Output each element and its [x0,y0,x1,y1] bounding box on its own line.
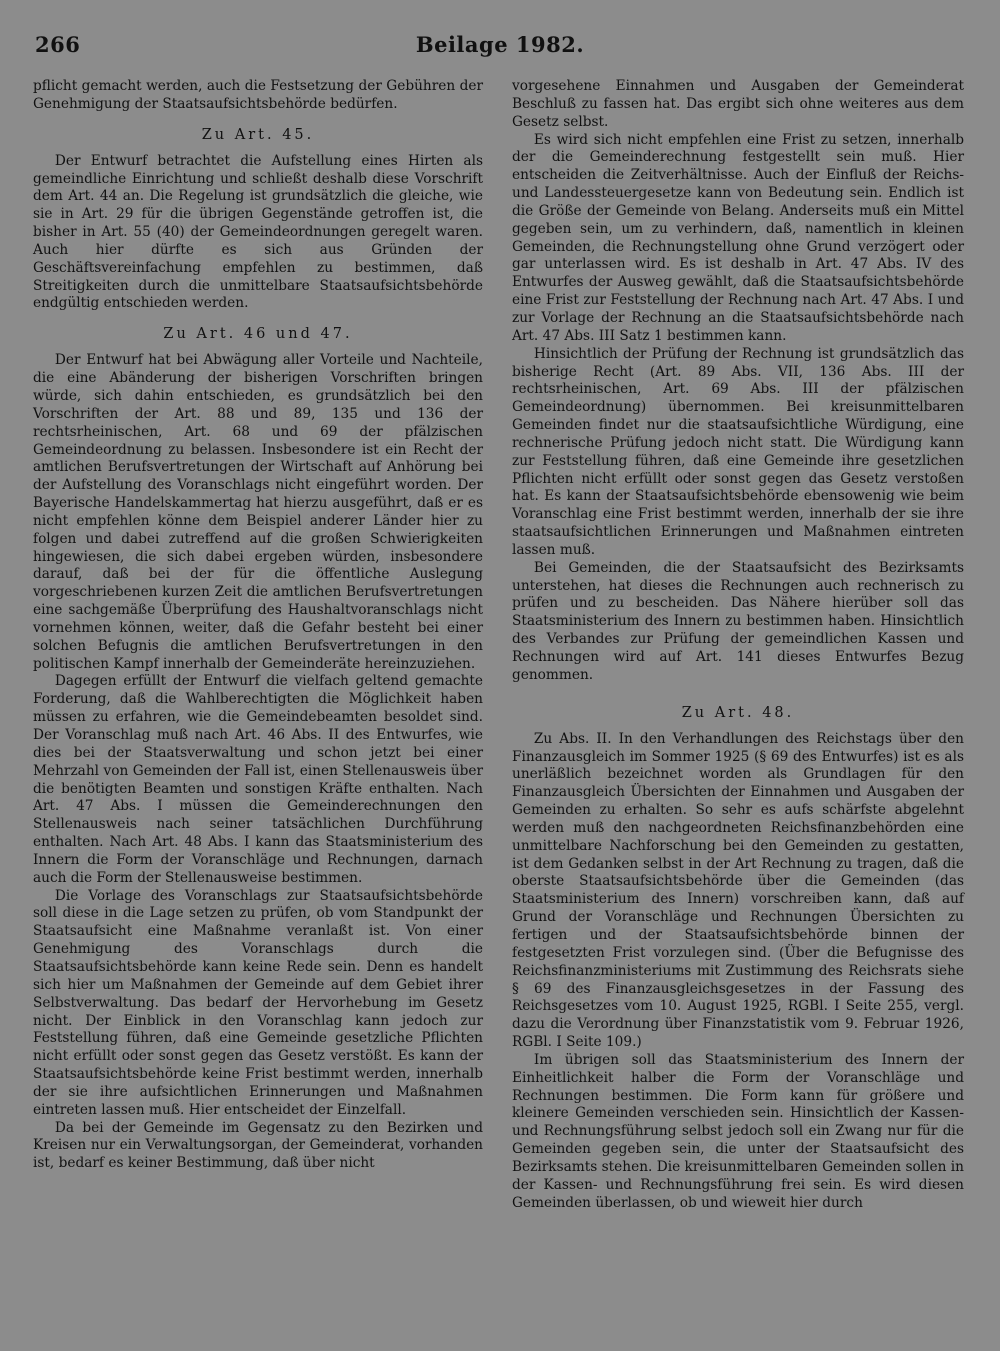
paragraph: Hinsichtlich der Prüfung der Rechnung ist grundsätzlich das bisherige Recht (Art. 89 Abs. VII, 136 Abs. III der rechtsrheinischen, Art. 69 Abs. III der pfälzischen Gemeindeordnung) übernommen. Bei kreisunmittelbaren Gemeinden findet nur die staatsaufsichtliche Würdigung, eine rechnerische Prüfung jedoch nicht statt. Die Würdigung kann zur Feststellung führen, daß eine Gemeinde ihre gesetzlichen Pflichten nicht erfüllt oder sonst gegen das Gesetz verstoßen hat. Es kann der Staatsaufsichtsbehörde ebensowenig wie beim Voranschlag eine Frist bestimmt werden, innerhalb der sie ihre staatsaufsichtlichen Erinnerungen und Maßnahmen eintreten lassen muß. [512,345,964,558]
left-column [33,78,483,1173]
right-column [512,78,964,1212]
paragraph: Der Entwurf betrachtet die Aufstellung eines Hirten als gemeindliche Einrichtung und schließt deshalb diese Vorschrift dem Art. 44 an. Die Regelung ist grundsätzlich die gleiche, wie sie in Art. 29 für die übrigen Gegenstände getroffen ist, die bisher in Art. 55 (40) der Gemeindeordnungen geregelt waren. Auch hier dürfte es sich aus Gründen der Geschäftsvereinfachung empfehlen zu bestimmen, daß Streitigkeiten durch die unmittelbare Staatsaufsichtsbehörde endgültig entschieden werden. [33,152,483,312]
paragraph: pflicht gemacht werden, auch die Festsetzung der Gebühren der Genehmigung der Staatsaufsichtsbehörde bedürfen. [33,78,483,112]
paragraph: Zu Abs. II. In den Verhandlungen des Reichstags über den Finanzausgleich im Sommer 1925 (§ 69 des Entwurfes) ist es als unerläßlich bezeichnet worden als Grundlagen für den Finanzausgleich Übersichten der Einnahmen und Ausgaben der Gemeinden zu erhalten. So sehr es aufs schärfste abgelehnt werden muß den nachgeordneten Reichsfinanzbehörden eine unmittelbare Nachforschung bei den Gemeinden zu gestatten, ist dem Gedanken selbst in der Art Rechnung zu tragen, daß die oberste Staatsaufsichtsbehörde über die Gemeinden (das Staatsministerium des Innern) vorschreiben kann, daß auf Grund der Voranschläge und Rechnungen Übersichten zu fertigen und der Staatsaufsichtsbehörde binnen der festgesetzten Frist vorzulegen sind. (Über die Befugnisse des Reichsfinanzministeriums mit Zustimmung des Reichsrats siehe § 69 des Finanzausgleichsgesetzes in der Fassung des Reichsgesetzes vom 10. August 1925, RGBl. I Seite 255, vergl. dazu die Verordnung über Finanzstatistik vom 9. Februar 1926, RGBl. I Seite 109.) [512,730,964,1051]
section-heading: Zu Art. 46 und 47. [163,326,353,343]
paragraph: Der Entwurf hat bei Abwägung aller Vorteile und Nachteile, die eine Abänderung der bisherigen Vorschriften bringen würde, sich dahin entschieden, es grundsätzlich bei den Vorschriften der Art. 88 und 89, 135 und 136 der rechtsrheinischen, Art. 68 und 69 der pfälzischen Gemeindeordnung zu belassen. Insbesondere ist ein Recht der amtlichen Berufsvertretungen der Wirtschaft auf Anhörung bei der Aufstellung des Voranschlags nicht eingeführt worden. Der Bayerische Handelskammertag hat hierzu ausgeführt, daß er es nicht empfehlen könne dem Beispiel anderer Länder hier zu folgen und dabei zutreffend auf die großen Schwierigkeiten hingewiesen, die sich dabei ergeben würden, insbesondere darauf, daß bei der für die öffentliche Auslegung vorgeschriebenen kurzen Zeit die amtlichen Berufsvertretungen eine sachgemäße Überprüfung des Haushaltvoranschlags nicht vornehmen können, weiter, daß die Gefahr besteht bei einer solchen Befugnis die amtlichen Berufsvertretungen in den politischen Kampf innerhalb der Gemeinderäte hereinzuziehen. [33,352,483,672]
paragraph: Bei Gemeinden, die der Staatsaufsicht des Bezirksamts unterstehen, hat dieses die Rechnungen auch rechnerisch zu prüfen und zu bescheiden. Das Nähere hierüber soll das Staatsministerium des Innern zu bestimmen haben. Hinsichtlich des Verbandes zur Prüfung der gemeindlichen Kassen und Rechnungen wird auf Art. 141 dieses Entwurfes Bezug genommen. [512,559,964,683]
paragraph: Im übrigen soll das Staatsministerium des Innern der Einheitlichkeit halber die Form der Voranschläge und Rechnungen bestimmen. Die Form kann für größere und kleinere Gemeinden verschieden sein. Hinsichtlich der Kassen- und Rechnungsführung selbst jedoch soll ein Zwang nur für die Gemeinden gegeben sein, die unter der Staatsaufsicht des Bezirksamts stehen. Die kreisunmittelbaren Gemeinden sollen in der Kassen- und Rechnungsführung frei sein. Es wird diesen Gemeinden überlassen, ob und wieweit hier durch [512,1051,964,1211]
paragraph: vorgesehene Einnahmen und Ausgaben der Gemeinderat Beschluß zu fassen hat. Das ergibt sich ohne weiteres aus dem Gesetz selbst. [512,78,964,130]
running-title: Beilage 1982. [415,32,585,57]
paragraph: Es wird sich nicht empfehlen eine Frist zu setzen, innerhalb der die Gemeinderechnung festgestellt sein muß. Hier entscheiden die Zeitverhältnisse. Auch der Einfluß der Reichs- und Landessteuergesetze kann von Bedeutung sein. Endlich ist die Größe der Gemeinde von Belang. Anderseits muß ein Mittel gegeben sein, um zu verhindern, daß, namentlich in kleinen Gemeinden, die Rechnungstellung ohne Grund verzögert oder gar unterlassen wird. Es ist deshalb in Art. 47 Abs. IV des Entwurfes der Ausweg gewählt, daß die Staatsaufsichtsbehörde eine Frist zur Feststellung der Rechnung nach Art. 47 Abs. I und zur Vorlage der Rechnung an die Staatsaufsichtsbehörde nach Art. 47 Abs. III Satz 1 bestimmen kann. [512,131,964,344]
paragraph: Da bei der Gemeinde im Gegensatz zu den Bezirken und Kreisen nur ein Verwaltungsorgan, der Gemeinderat, vorhanden ist, bedarf es keiner Bestimmung, daß über nicht [33,1119,483,1172]
page-number: 266 [35,32,81,57]
section-heading: Zu Art. 48. [681,704,795,721]
paragraph: Dagegen erfüllt der Entwurf die vielfach geltend gemachte Forderung, daß die Wahlberechtigten die Möglichkeit haben müssen zu erfahren, wie die Gemeindebeamten besoldet sind. Der Voranschlag muß nach Art. 46 Abs. II des Entwurfes, wie dies bei der Staatsverwaltung und schon jetzt bei einer Mehrzahl von Gemeinden der Fall ist, einen Stellenausweis über die benötigten Beamten und sonstigen Kräfte enthalten. Nach Art. 47 Abs. I müssen die Gemeinderechnungen den Stellenausweis nach seiner tatsächlichen Durchführung enthalten. Nach Art. 48 Abs. I kann das Staatsministerium des Innern die Form der Voranschläge und Rechnungen, darnach auch die Form der Stellenausweise bestimmen. [33,673,483,886]
section-heading: Zu Art. 45. [201,126,315,143]
paragraph: Die Vorlage des Voranschlags zur Staatsaufsichtsbehörde soll diese in die Lage setzen zu prüfen, ob vom Standpunkt der Staatsaufsicht eine Maßnahme veranlaßt ist. Von einer Genehmigung des Voranschlags durch die Staatsaufsichtsbehörde kann keine Rede sein. Denn es handelt sich hier um Maßnahmen der Gemeinde auf dem Gebiet ihrer Selbstverwaltung. Das bedarf der Hervorhebung im Gesetz nicht. Der Einblick in den Voranschlag kann jedoch zur Feststellung führen, daß eine Gemeinde gesetzliche Pflichten nicht erfüllt oder sonst gegen das Gesetz verstößt. Es kann der Staatsaufsichtsbehörde keine Frist bestimmt werden, innerhalb der sie ihre aufsichtlichen Erinnerungen und Maßnahmen eintreten lassen muß. Hier entscheidet der Einzelfall. [33,887,483,1118]
